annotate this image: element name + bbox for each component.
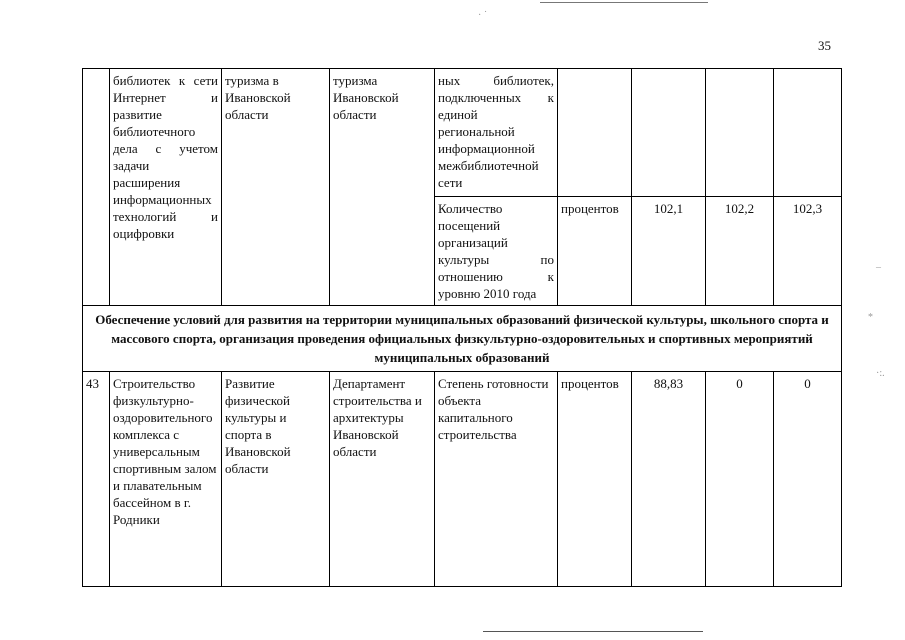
cell-indicator: ных библиотек, подключенных к единой региональной информационной межбиблиотечной сети	[435, 69, 558, 197]
scan-speck: –	[876, 262, 881, 273]
cell-value: 88,83	[632, 372, 706, 587]
cell-value: 0	[706, 372, 774, 587]
cell-unit: процентов	[558, 197, 632, 306]
cell-executor: туризма Ивановской области	[330, 69, 435, 306]
page-number: 35	[818, 38, 831, 53]
scan-bottom-line	[483, 631, 703, 632]
cell-program: туризма в Ивановской области	[222, 69, 330, 306]
cell-value	[774, 69, 842, 197]
cell-unit	[558, 69, 632, 197]
table-row	[83, 372, 842, 587]
cell-num	[83, 69, 110, 306]
cell-program: Развитие физической культуры и спорта в Ивановской области	[222, 372, 330, 587]
table-row	[83, 69, 842, 197]
cell-unit: процентов	[558, 372, 632, 587]
cell-value	[706, 69, 774, 197]
scan-speck: *	[868, 312, 873, 323]
scan-top-line	[540, 2, 708, 3]
scan-speck: · ˙	[478, 10, 488, 21]
cell-value: 102,2	[706, 197, 774, 306]
program-table	[82, 68, 842, 587]
cell-event-name: библиотек к сети Интернет и развитие библиотечного дела с учетом задачи расширения информационных технологий и оцифровки	[110, 69, 222, 306]
cell-value: 102,1	[632, 197, 706, 306]
cell-value: 102,3	[774, 197, 842, 306]
scan-speck: ·:.	[876, 368, 885, 379]
section-heading-row	[83, 306, 842, 372]
cell-value	[632, 69, 706, 197]
cell-indicator: Количество посещений организаций культуры по отношению к уровню 2010 года	[435, 197, 558, 306]
cell-indicator: Степень готовности объекта капитального строительства	[435, 372, 558, 587]
cell-num: 43	[83, 372, 110, 587]
cell-value: 0	[774, 372, 842, 587]
section-heading: Обеспечение условий для развития на территории муниципальных образований физической культуры, школьного спорта и массового спорта, организация проведения официальных физкультурно-оздоровительных и спортивных мероприятий муниципальных образований	[83, 306, 842, 372]
cell-executor: Департамент строительства и архитектуры Ивановской области	[330, 372, 435, 587]
cell-event-name: Строительство физкультурно-оздоровительного комплекса с универсальным спортивным залом и плавательным бассейном в г. Родники	[110, 372, 222, 587]
